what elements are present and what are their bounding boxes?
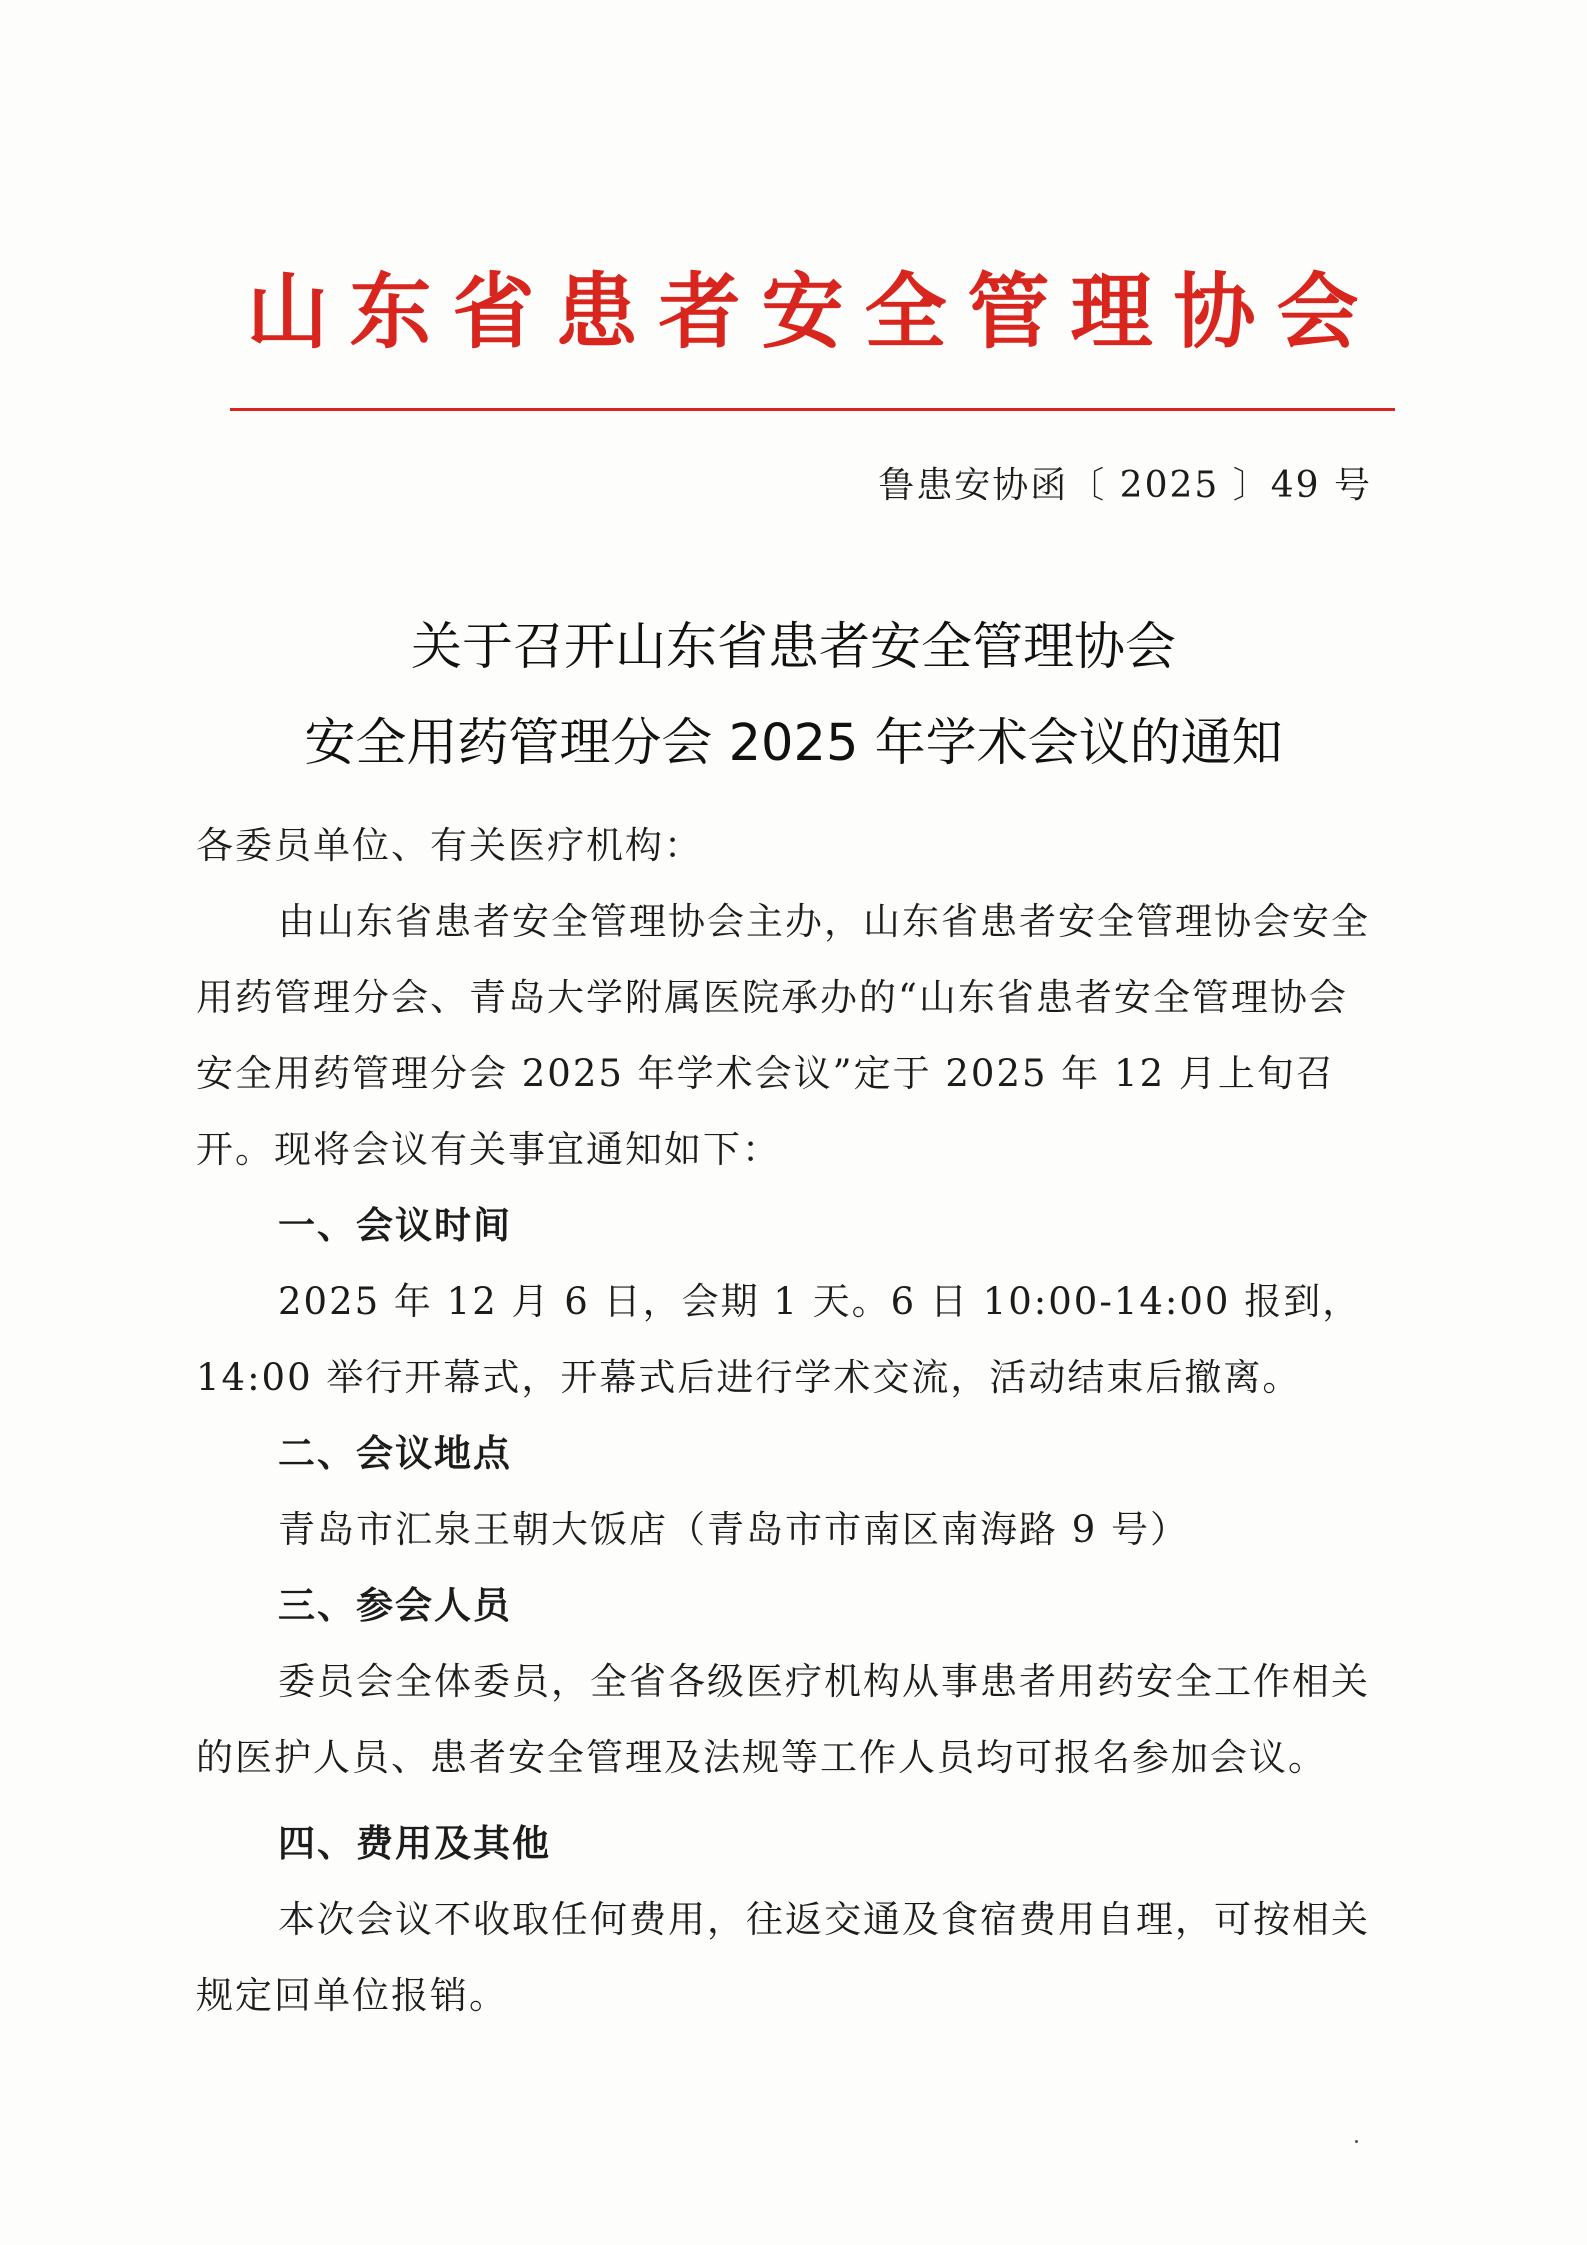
section-heading-fees: 四、费用及其他 <box>278 1822 551 1865</box>
paragraph-spacer <box>196 1796 1386 1806</box>
section-text-time: 2025 年 12 月 6 日，会期 1 天。6 日 10:00-14:00 报到，14:00 举行开幕式，开幕式后进行学术交流，活动结束后撤离。 <box>196 1280 1362 1399</box>
section-text-fees: 本次会议不收取任何费用，往返交通及食宿费用自理，可按相关规定回单位报销。 <box>196 1898 1370 2017</box>
intro-paragraph: 由山东省患者安全管理协会主办，山东省患者安全管理协会安全用药管理分会、青岛大学附属医院承办的“山东省患者安全管理协会安全用药管理分会 2025 年学术会议”定于 2025 年 12 月上旬召开。现将会议有关事宜通知如下： <box>196 900 1370 1171</box>
section-text-location: 青岛市汇泉王朝大饭店（青岛市市南区南海路 9 号） <box>278 1508 1190 1551</box>
document-number: 鲁患安协函〔 2025 〕49 号 <box>878 465 1372 506</box>
section-heading-attendees: 三、参会人员 <box>278 1584 512 1627</box>
salutation: 各委员单位、有关医疗机构： <box>196 824 703 867</box>
section-heading-location: 二、会议地点 <box>278 1432 512 1475</box>
section-heading-time: 一、会议时间 <box>278 1204 512 1247</box>
red-divider-line <box>230 408 1395 411</box>
document-title <box>0 600 1587 792</box>
section-text-attendees: 委员会全体委员，全省各级医疗机构从事患者用药安全工作相关的医护人员、患者安全管理及法规等工作人员均可报名参加会议。 <box>196 1660 1370 1779</box>
title-line-2: 安全用药管理分会 2025 年学术会议的通知 <box>304 714 1283 773</box>
title-line-1: 关于召开山东省患者安全管理协会 <box>410 618 1176 677</box>
scan-speck <box>1355 2140 1358 2143</box>
organization-header: 山东省患者安全管理协会 <box>246 265 1380 360</box>
document-body <box>196 808 1386 2034</box>
